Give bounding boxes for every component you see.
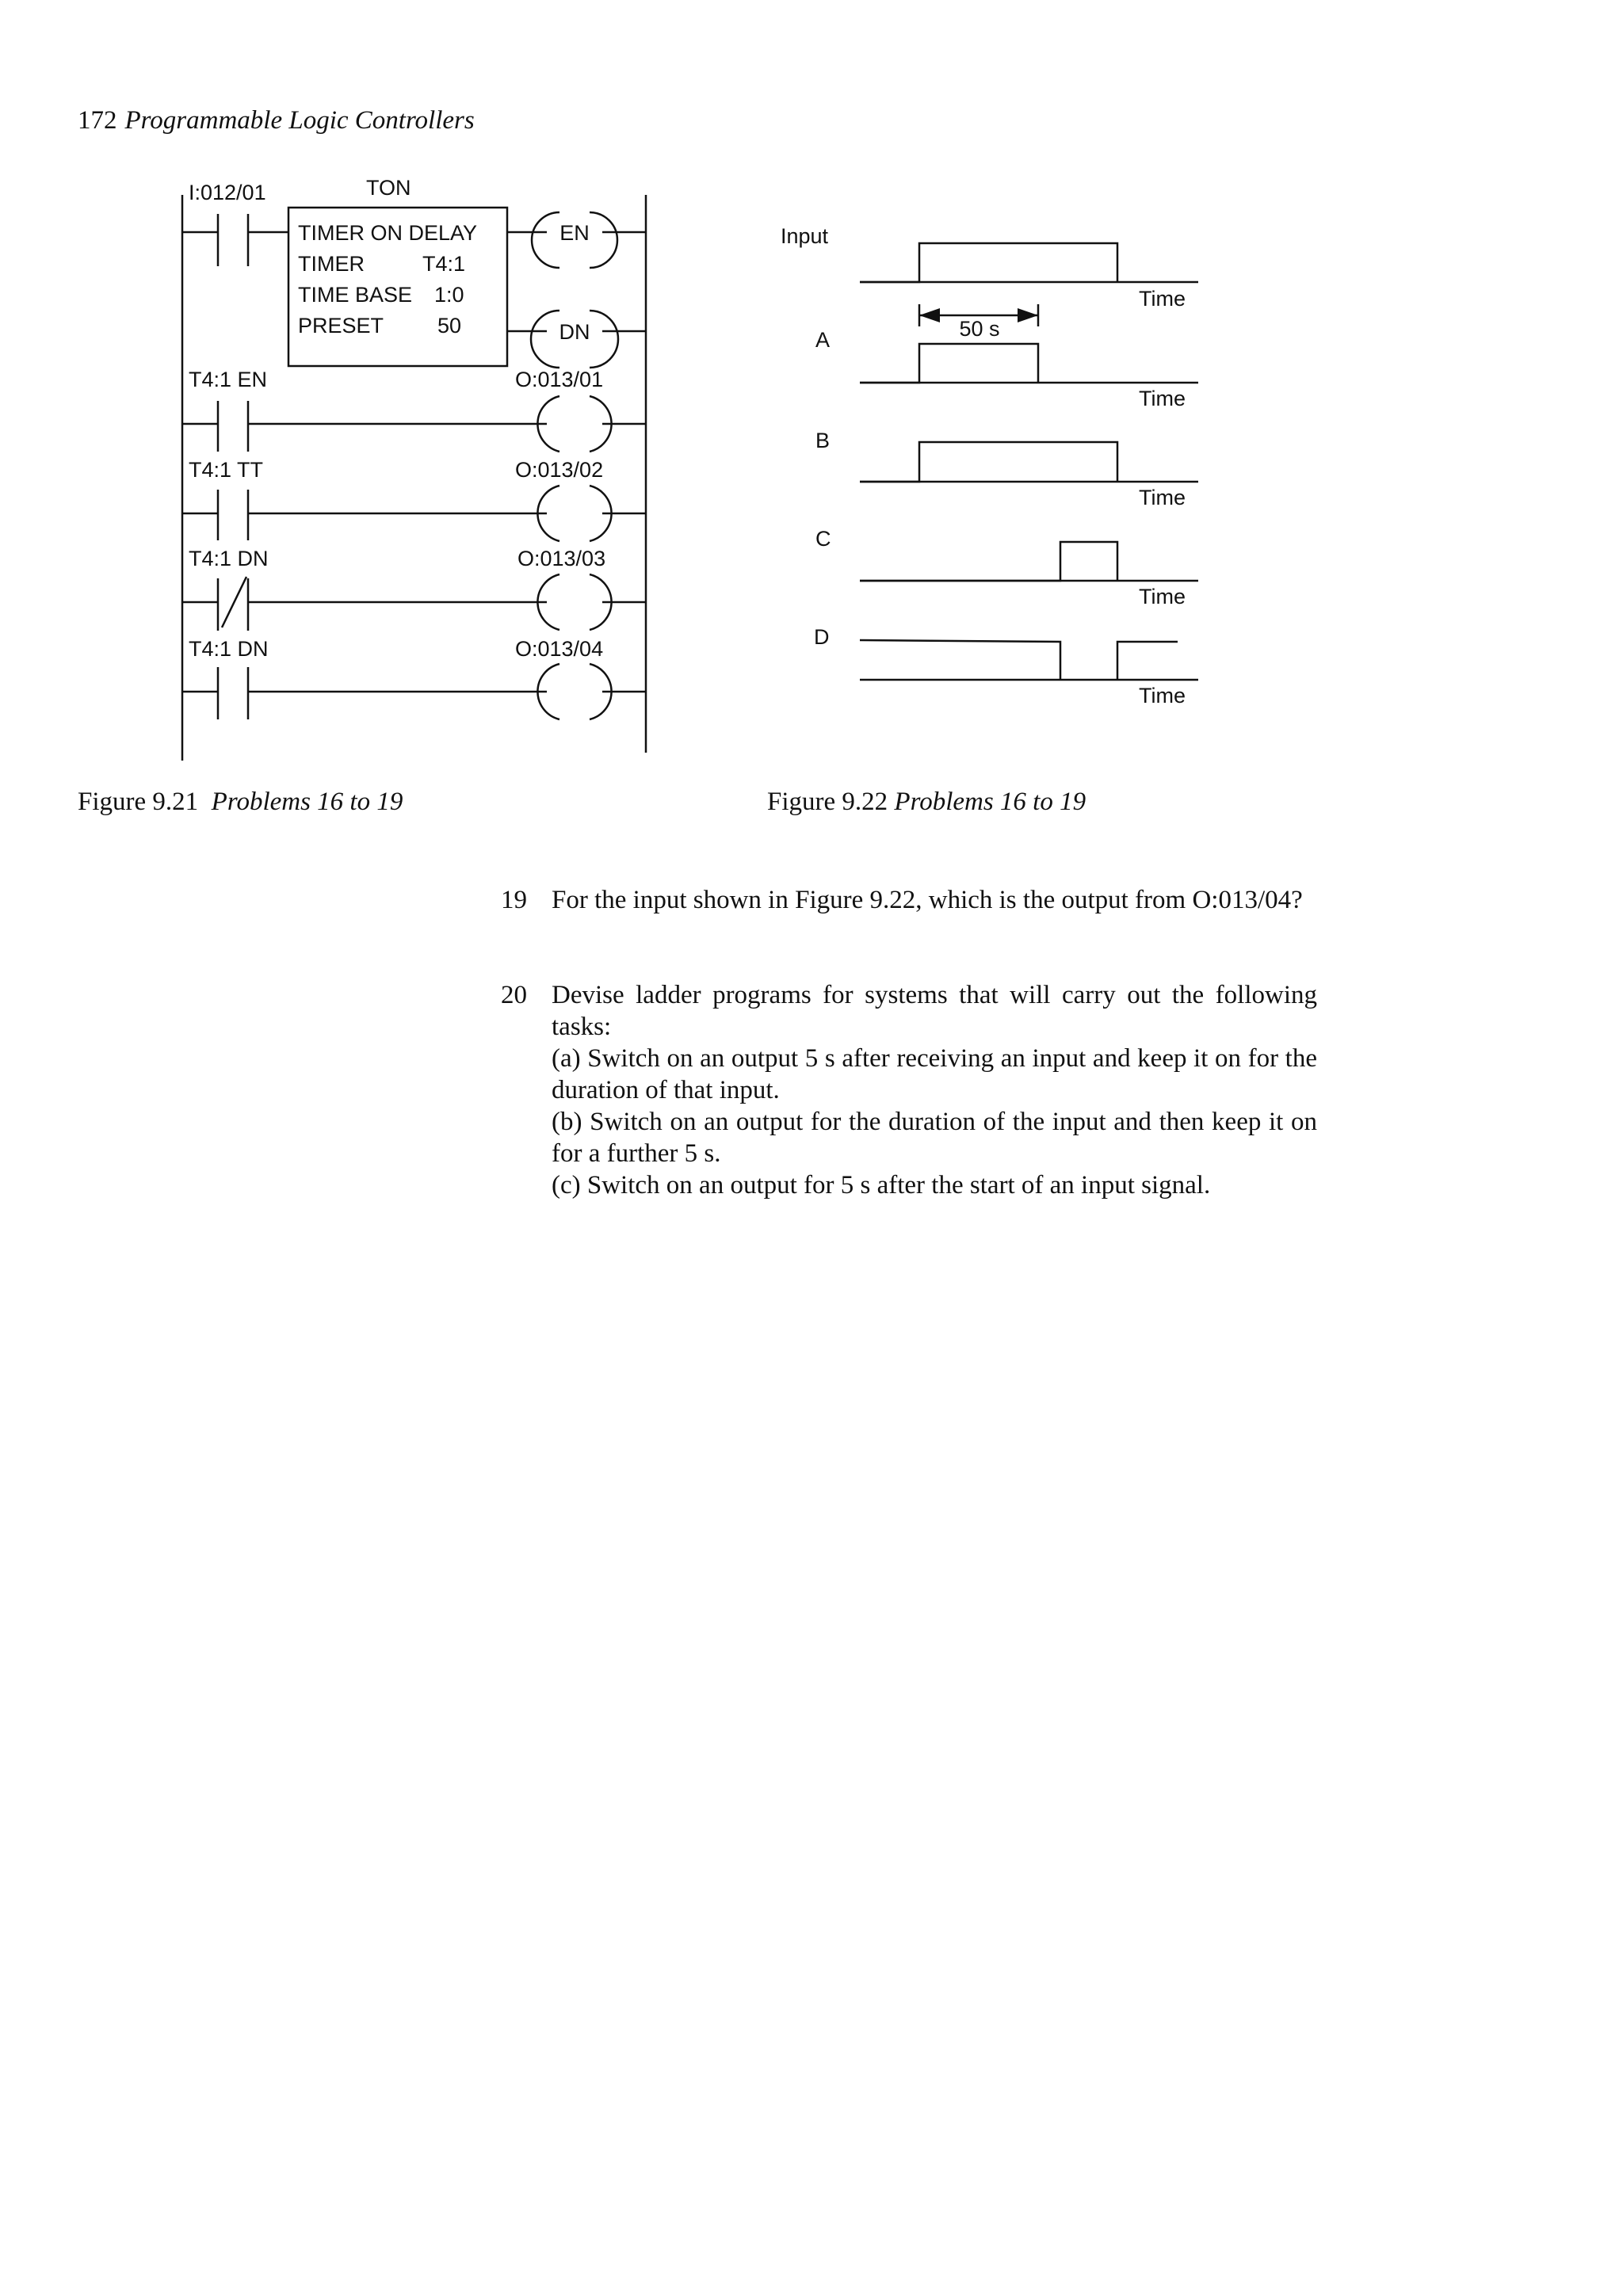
time-label: Time: [1139, 684, 1186, 707]
figure-9-21-caption: [78, 788, 403, 817]
problem-number: 20: [501, 981, 527, 1009]
signal-label-d: D: [814, 625, 830, 649]
timer-key: TIMER: [298, 252, 365, 276]
rung-dn-no: [182, 637, 646, 719]
time-label: Time: [1139, 585, 1186, 608]
rung-contact-label: T4:1 DN: [189, 637, 269, 661]
caption-title: Problems 16 to 19: [894, 788, 1086, 816]
delay-arrow-right: [1018, 308, 1038, 322]
waveform-c: [860, 542, 1117, 581]
rung-contact-label: T4:1 DN: [189, 547, 269, 570]
problem-text: Devise ladder programs for systems that will carry out the following tasks:: [552, 981, 1317, 1041]
caption-number: Figure 9.21: [78, 788, 199, 816]
ton-label: TON: [366, 176, 411, 200]
en-coil-label: EN: [559, 221, 590, 245]
waveform-b: [860, 442, 1117, 482]
time-label: Time: [1139, 486, 1186, 509]
rung-dn-nc: [182, 547, 646, 631]
output-coil: [537, 486, 611, 541]
signal-label-b: B: [815, 429, 831, 452]
ladder-diagram: [182, 176, 646, 761]
task-b: (b) Switch on an output for the duration of the input and then keep it on for a further 5 s.: [552, 1108, 1317, 1168]
rung-output-label: O:013/04: [515, 637, 604, 661]
task-a: (a) Switch on an output 5 s after receiving an input and keep it on for the duration of that input.: [552, 1044, 1317, 1104]
caption-number: Figure 9.22: [767, 788, 888, 816]
output-coil: [537, 664, 611, 719]
timing-diagram: [781, 224, 1198, 707]
timer-on-delay-text: TIMER ON DELAY: [298, 221, 478, 245]
problem-19: [501, 884, 1317, 916]
normally-closed-slash: [222, 577, 246, 627]
waveform-d: [860, 640, 1060, 680]
time-label: Time: [1139, 287, 1186, 311]
rung-output-label: O:013/01: [515, 368, 604, 391]
problem-text: For the input shown in Figure 9.22, which is the output from O:013/04?: [552, 886, 1303, 914]
signal-label-c: C: [815, 527, 831, 551]
signal-label-a: A: [815, 328, 831, 352]
time-label: Time: [1139, 387, 1186, 410]
caption-title: Problems 16 to 19: [211, 788, 403, 816]
rung-en: [182, 368, 646, 452]
preset-key: PRESET: [298, 314, 384, 338]
timer-value: T4:1: [422, 252, 466, 276]
delay-label: 50 s: [959, 317, 1000, 341]
book-title: Programmable Logic Controllers: [124, 106, 475, 135]
input-waveform: [860, 243, 1117, 282]
waveform-d-after: [1117, 642, 1178, 680]
figure-9-22-caption: [767, 788, 1086, 817]
page-number: 172: [78, 106, 117, 135]
output-coil: [537, 396, 611, 452]
rung-output-label: O:013/02: [515, 458, 604, 482]
rung-contact-label: T4:1 TT: [189, 458, 264, 482]
rung-timer: [182, 208, 646, 368]
problem-number: 19: [501, 886, 527, 914]
rung-output-label: O:013/03: [517, 547, 606, 570]
signal-label-input: Input: [781, 224, 829, 248]
time-base-key: TIME BASE: [298, 283, 413, 307]
waveform-a: [860, 344, 1038, 383]
preset-value: 50: [437, 314, 462, 338]
rung-tt: [182, 458, 646, 541]
rung-contact-label: T4:1 EN: [189, 368, 268, 391]
output-coil: [537, 574, 611, 630]
problem-20: [501, 979, 1317, 1201]
delay-arrow-left: [919, 308, 940, 322]
dn-coil-label: DN: [559, 320, 590, 344]
task-c: (c) Switch on an output for 5 s after the start of an input signal.: [552, 1171, 1211, 1199]
time-base-value: 1:0: [434, 283, 464, 307]
input-address-label: I:012/01: [189, 181, 266, 204]
